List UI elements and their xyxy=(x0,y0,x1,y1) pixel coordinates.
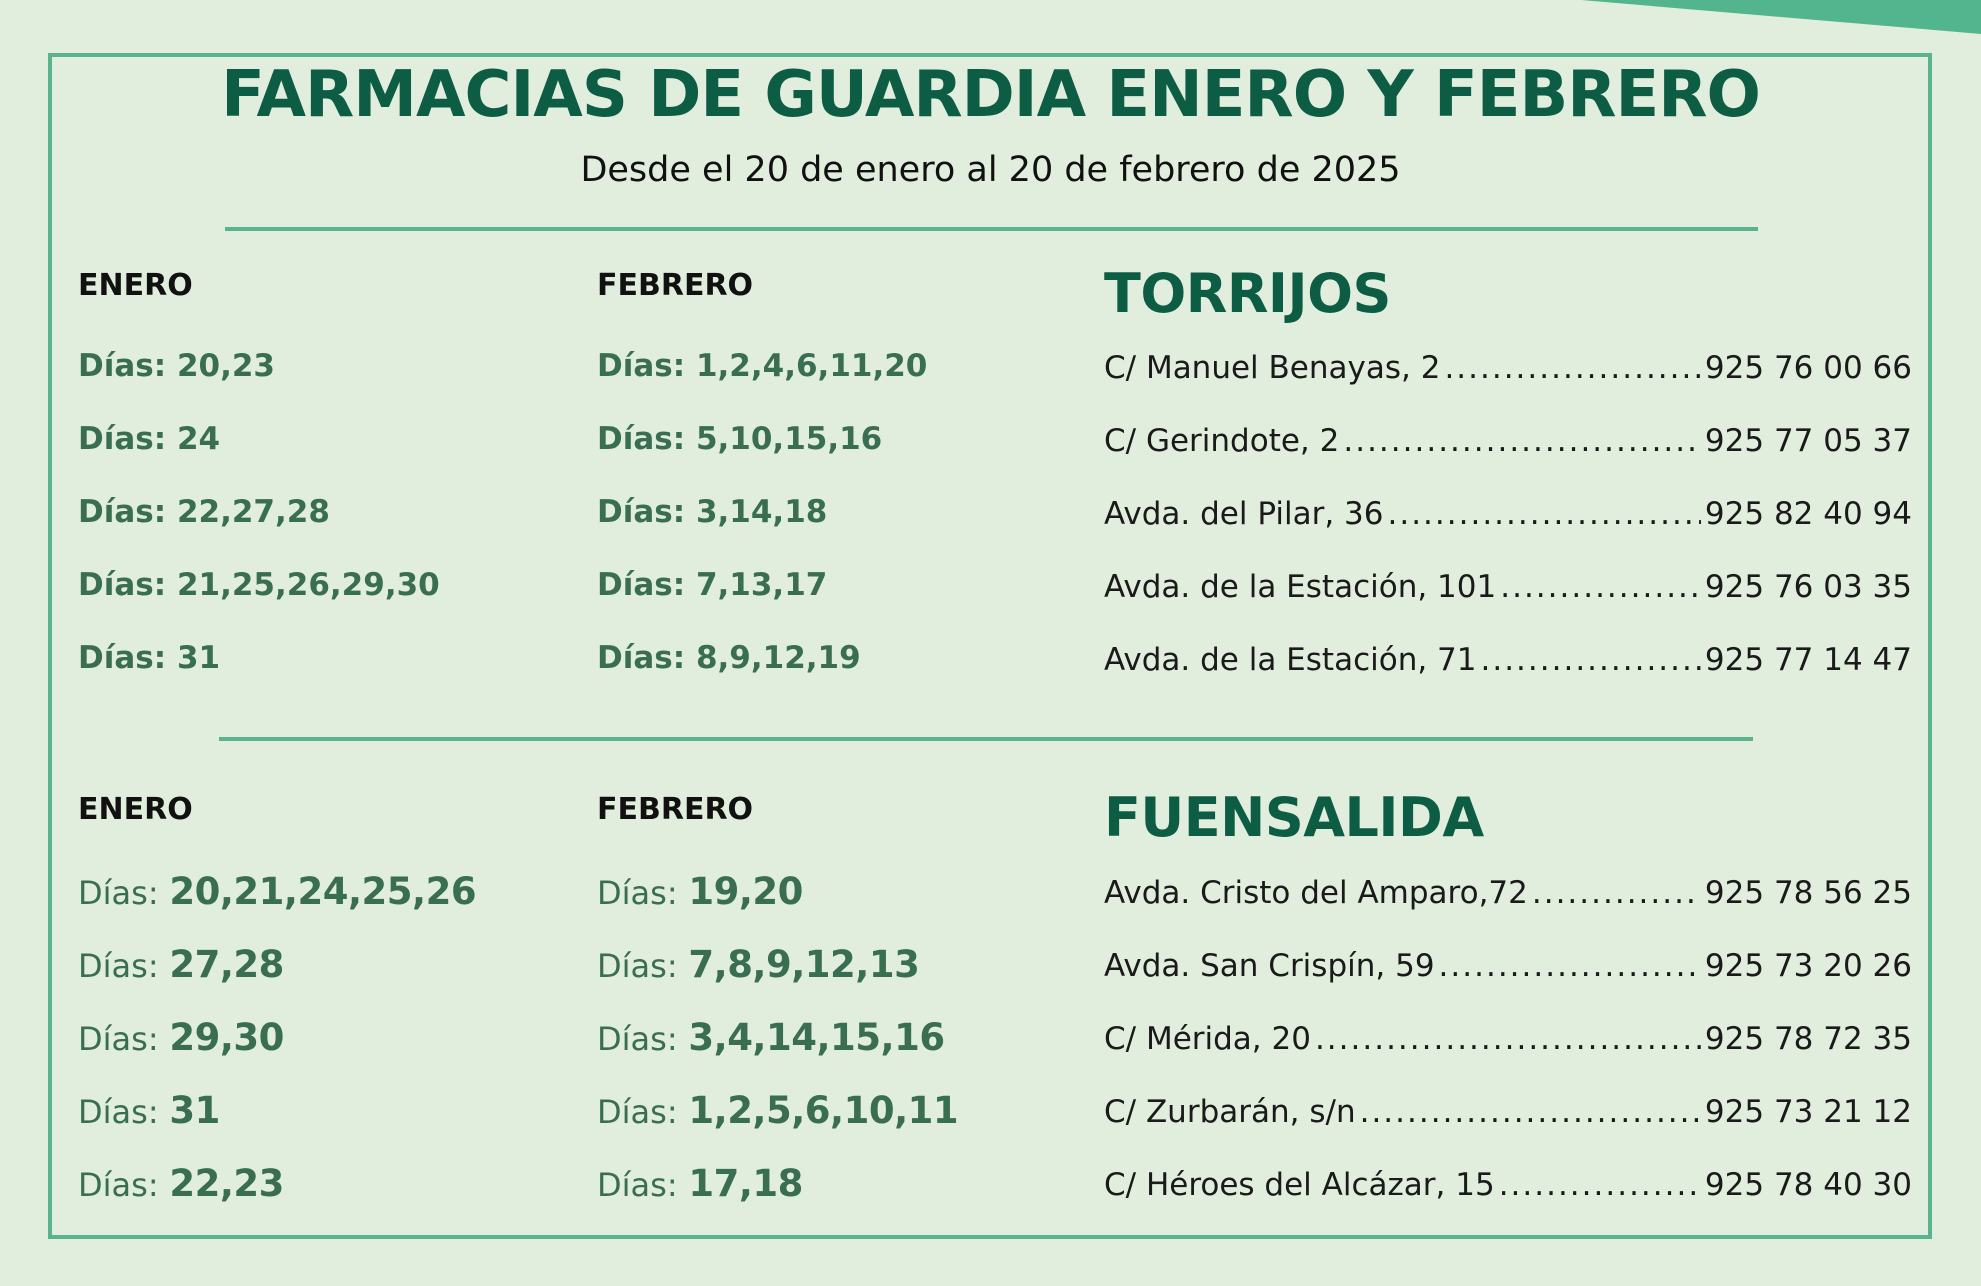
enero-days xyxy=(78,1089,220,1132)
dot-leader xyxy=(1500,569,1701,605)
town-title: FUENSALIDA xyxy=(1104,786,1484,849)
pharmacy-address: C/ Mérida, 20 xyxy=(1104,1021,1311,1057)
pharmacy-entry xyxy=(1104,569,1912,605)
days-value: 1,2,4,6,11,20 xyxy=(695,348,928,384)
febrero-days xyxy=(597,1089,958,1132)
days-label: Días: xyxy=(597,947,678,985)
pharmacy-address: Avda. de la Estación, 71 xyxy=(1104,642,1477,678)
pharmacy-phone: 925 77 05 37 xyxy=(1704,423,1912,459)
days-value: 3,14,18 xyxy=(695,494,828,530)
days-label: Días: xyxy=(78,947,159,985)
pharmacy-phone: 925 73 20 26 xyxy=(1704,948,1912,984)
pharmacy-phone: 925 82 40 94 xyxy=(1704,496,1912,532)
pharmacy-address: Avda. Cristo del Amparo,72 xyxy=(1104,875,1528,911)
pharmacy-phone: 925 77 14 47 xyxy=(1704,642,1912,678)
febrero-days xyxy=(597,567,827,603)
days-label: Días: xyxy=(597,494,686,530)
pharmacy-address: C/ Manuel Benayas, 2 xyxy=(1104,350,1441,386)
days-label: Días: xyxy=(78,874,159,912)
days-label: Días: xyxy=(78,421,167,457)
days-value: 7,13,17 xyxy=(695,567,828,603)
febrero-days xyxy=(597,1016,945,1059)
enero-header: ENERO xyxy=(78,268,193,303)
pharmacy-address: C/ Gerindote, 2 xyxy=(1104,423,1340,459)
days-value: 27,28 xyxy=(169,943,284,986)
febrero-header: FEBRERO xyxy=(597,792,754,827)
pharmacy-address: Avda. del Pilar, 36 xyxy=(1104,496,1384,532)
pharmacy-phone: 925 73 21 12 xyxy=(1704,1094,1912,1130)
days-value: 8,9,12,19 xyxy=(695,640,861,676)
pharmacy-address: C/ Zurbarán, s/n xyxy=(1104,1094,1356,1130)
febrero-days xyxy=(597,943,919,986)
pharmacy-address: Avda. San Crispín, 59 xyxy=(1104,948,1435,984)
days-value: 1,2,5,6,10,11 xyxy=(688,1089,959,1132)
pharmacy-entry xyxy=(1104,642,1912,678)
enero-days xyxy=(78,870,476,913)
enero-days xyxy=(78,1162,284,1205)
enero-days xyxy=(78,943,284,986)
febrero-days xyxy=(597,870,803,913)
days-label: Días: xyxy=(597,1093,678,1131)
enero-header: ENERO xyxy=(78,792,193,827)
pharmacy-address: C/ Héroes del Alcázar, 15 xyxy=(1104,1167,1495,1203)
febrero-days xyxy=(597,1162,803,1205)
days-value: 3,4,14,15,16 xyxy=(688,1016,945,1059)
pharmacy-entry xyxy=(1104,948,1912,984)
divider-middle xyxy=(219,737,1753,741)
days-value: 21,25,26,29,30 xyxy=(176,567,440,603)
dot-leader xyxy=(1360,1094,1701,1130)
days-value: 22,27,28 xyxy=(176,494,330,530)
days-label: Días: xyxy=(78,1020,159,1058)
days-label: Días: xyxy=(597,421,686,457)
pharmacy-address: Avda. de la Estación, 101 xyxy=(1104,569,1497,605)
days-label: Días: xyxy=(597,567,686,603)
enero-days xyxy=(78,640,220,676)
pharmacy-phone: 925 78 40 30 xyxy=(1704,1167,1912,1203)
days-value: 17,18 xyxy=(688,1162,803,1205)
days-value: 31 xyxy=(176,640,221,676)
days-value: 24 xyxy=(176,421,221,457)
dot-leader xyxy=(1532,875,1701,911)
pharmacy-entry xyxy=(1104,1021,1912,1057)
pharmacy-entry xyxy=(1104,496,1912,532)
days-value: 19,20 xyxy=(688,870,803,913)
days-label: Días: xyxy=(78,494,167,530)
days-value: 20,23 xyxy=(176,348,275,384)
pharmacy-entry xyxy=(1104,875,1912,911)
febrero-days xyxy=(597,640,861,676)
days-label: Días: xyxy=(597,1166,678,1204)
pharmacy-entry xyxy=(1104,1094,1912,1130)
days-label: Días: xyxy=(78,1166,159,1204)
dot-leader xyxy=(1387,496,1700,532)
days-label: Días: xyxy=(78,348,167,384)
days-value: 29,30 xyxy=(169,1016,284,1059)
days-value: 20,21,24,25,26 xyxy=(169,870,477,913)
days-value: 31 xyxy=(169,1089,220,1132)
pharmacy-phone: 925 78 72 35 xyxy=(1704,1021,1912,1057)
enero-days xyxy=(78,567,440,603)
pharmacy-phone: 925 76 03 35 xyxy=(1704,569,1912,605)
page-subtitle: Desde el 20 de enero al 20 de febrero de 2025 xyxy=(580,150,1401,190)
town-title: TORRIJOS xyxy=(1104,262,1391,325)
days-value: 22,23 xyxy=(169,1162,284,1205)
page-title: FARMACIAS DE GUARDIA ENERO Y FEBRERO xyxy=(221,58,1760,132)
pharmacy-phone: 925 78 56 25 xyxy=(1704,875,1912,911)
days-label: Días: xyxy=(597,1020,678,1058)
days-label: Días: xyxy=(597,348,686,384)
dot-leader xyxy=(1481,642,1701,678)
days-label: Días: xyxy=(78,640,167,676)
dot-leader xyxy=(1499,1167,1701,1203)
days-value: 7,8,9,12,13 xyxy=(688,943,920,986)
days-label: Días: xyxy=(78,567,167,603)
days-label: Días: xyxy=(597,874,678,912)
febrero-header: FEBRERO xyxy=(597,268,754,303)
days-label: Días: xyxy=(78,1093,159,1131)
pharmacy-phone: 925 76 00 66 xyxy=(1704,350,1912,386)
enero-days xyxy=(78,1016,284,1059)
days-label: Días: xyxy=(597,640,686,676)
pharmacy-entry xyxy=(1104,1167,1912,1203)
dot-leader xyxy=(1315,1021,1701,1057)
days-value: 5,10,15,16 xyxy=(695,421,883,457)
dot-leader xyxy=(1439,948,1701,984)
